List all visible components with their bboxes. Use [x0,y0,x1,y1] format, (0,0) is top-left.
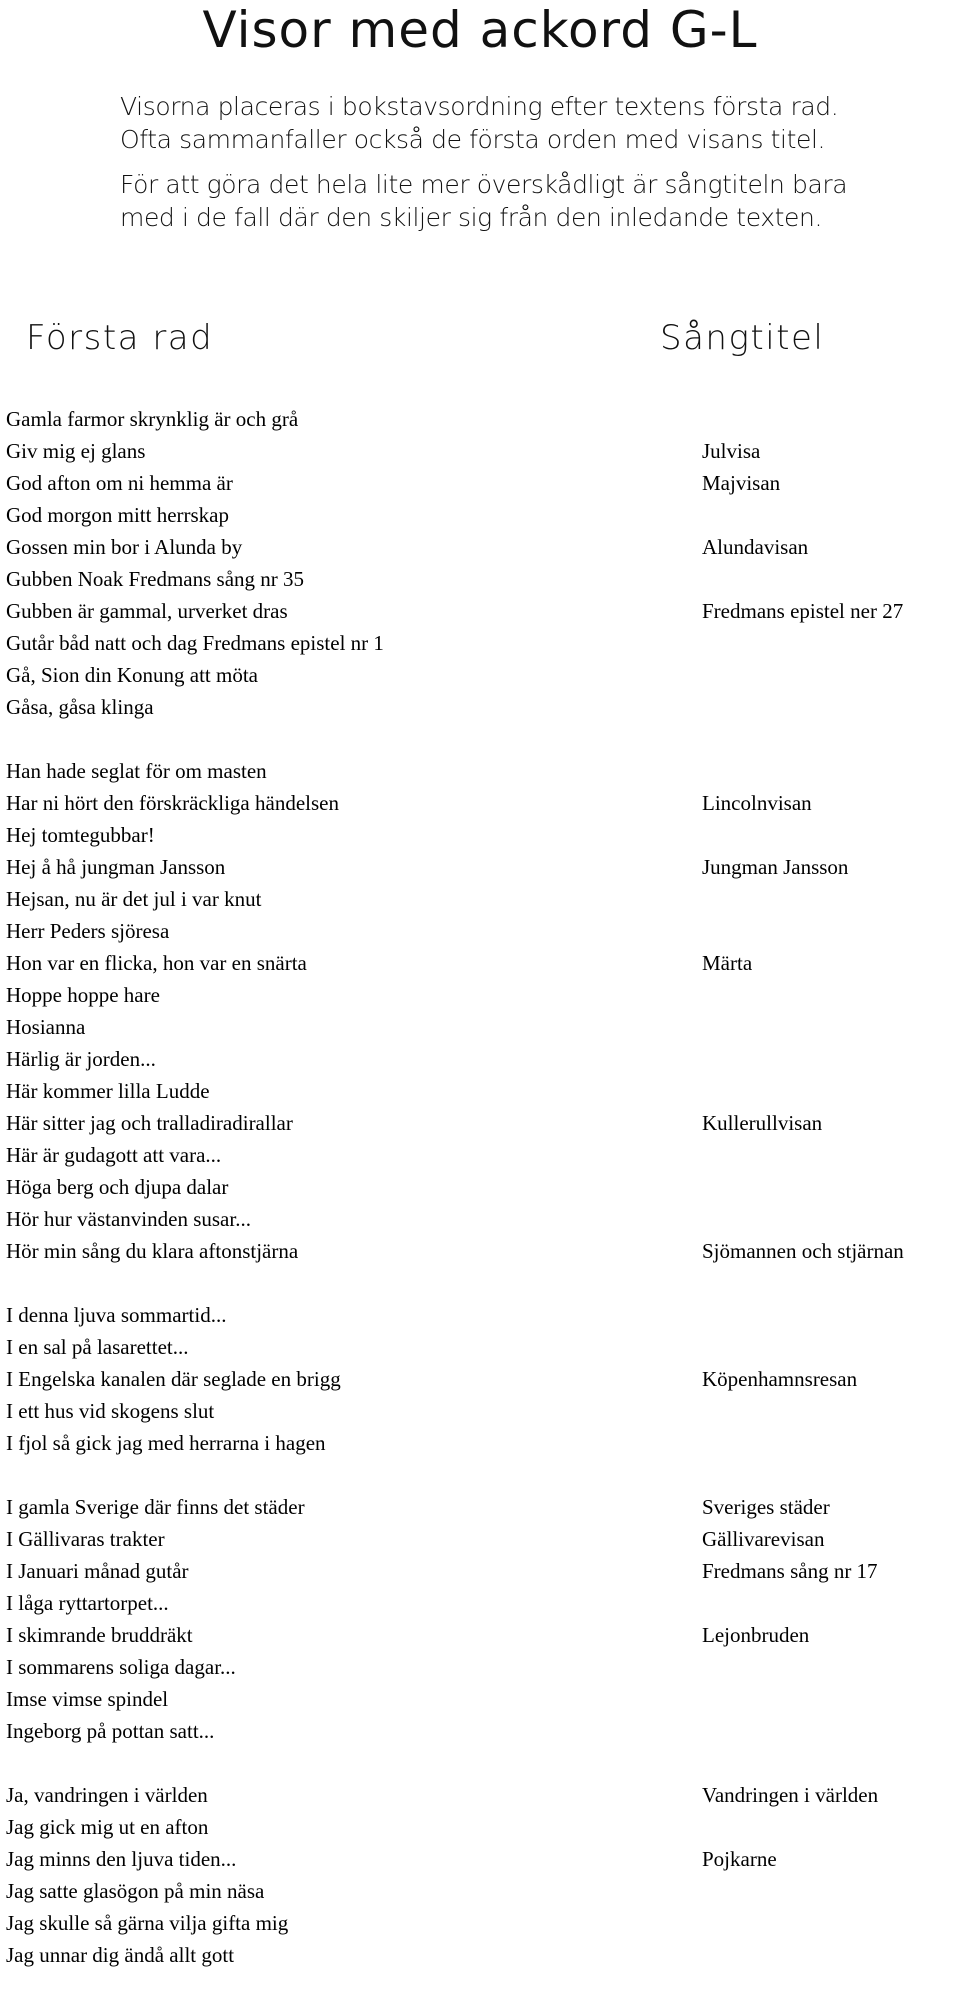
song-row [6,1683,956,1715]
song-row [6,979,956,1011]
song-row [6,595,956,627]
song-row [6,851,956,883]
song-row [6,947,956,979]
song-row [6,691,956,723]
song-first-line: Gå, Sion din Konung att möta [6,663,258,687]
song-title-header: Sångtitel [660,318,825,358]
song-first-line: I Engelska kanalen där seglade en brigg [6,1367,341,1391]
song-row [6,403,956,435]
song-title: Sveriges städer [702,1495,830,1519]
song-first-line: I denna ljuva sommartid... [6,1303,227,1327]
song-first-line: Gossen min bor i Alunda by [6,535,243,559]
song-group [6,1779,956,1971]
song-row [6,435,956,467]
song-row [6,1939,956,1971]
song-row [6,1427,956,1459]
song-row [6,1363,956,1395]
song-first-line: Ja, vandringen i världen [6,1783,208,1807]
song-first-line: Har ni hört den förskräckliga händelsen [6,791,339,815]
song-list [6,403,956,2003]
song-row [6,1875,956,1907]
song-row [6,1107,956,1139]
song-title: Vandringen i världen [702,1783,879,1807]
song-row [6,883,956,915]
intro-paragraph [120,168,940,234]
song-row [6,1075,956,1107]
song-first-line: Hej å hå jungman Jansson [6,855,226,879]
song-title: Majvisan [702,471,781,495]
song-row [6,1555,956,1587]
song-first-line: Hejsan, nu är det jul i var knut [6,887,262,911]
song-first-line: Här kommer lilla Ludde [6,1079,210,1103]
song-title: Pojkarne [702,1847,777,1871]
song-row [6,1811,956,1843]
song-row [6,659,956,691]
intro-line: med i de fall där den skiljer sig från den inledande texten. [120,203,823,232]
song-first-line: I låga ryttartorpet... [6,1591,169,1615]
song-first-line: Härlig är jorden... [6,1047,156,1071]
song-first-line: Gamla farmor skrynklig är och grå [6,407,299,431]
song-title: Alundavisan [702,535,809,559]
song-first-line: Imse vimse spindel [6,1687,169,1711]
song-row [6,915,956,947]
song-row [6,1011,956,1043]
song-row [6,1203,956,1235]
song-first-line: Gubben är gammal, urverket dras [6,599,288,623]
song-first-line: Giv mig ej glans [6,439,146,463]
song-row [6,563,956,595]
song-title: Kullerullvisan [702,1111,823,1135]
song-row [6,1715,956,1747]
song-row [6,627,956,659]
song-group [6,1491,956,1747]
intro-paragraph [120,90,940,156]
song-first-line: Hoppe hoppe hare [6,983,160,1007]
song-row [6,1299,956,1331]
song-first-line: Hosianna [6,1015,86,1039]
song-row [6,787,956,819]
song-first-line: Han hade seglat för om masten [6,759,267,783]
song-first-line: Hör hur västanvinden susar... [6,1207,251,1231]
song-first-line: Jag skulle så gärna vilja gifta mig [6,1911,289,1935]
song-title: Lejonbruden [702,1623,810,1647]
song-first-line: I Gällivaras trakter [6,1527,165,1551]
song-row [6,1779,956,1811]
song-row [6,819,956,851]
song-row [6,1523,956,1555]
song-first-line: Jag unnar dig ändå allt gott [6,1943,235,1967]
song-first-line: Jag satte glasögon på min näsa [6,1879,265,1903]
song-row [6,499,956,531]
song-row [6,1139,956,1171]
song-first-line: I ett hus vid skogens slut [6,1399,215,1423]
song-first-line: Hör min sång du klara aftonstjärna [6,1239,299,1263]
intro-text [120,90,940,246]
song-group [6,1299,956,1459]
song-first-line: I fjol så gick jag med herrarna i hagen [6,1431,326,1455]
song-title: Fredmans epistel ner 27 [702,599,904,623]
song-row [6,1331,956,1363]
song-first-line: I skimrande bruddräkt [6,1623,193,1647]
song-row [6,467,956,499]
song-first-line: Här är gudagott att vara... [6,1143,222,1167]
song-title: Fredmans sång nr 17 [702,1559,878,1583]
song-title: Sjömannen och stjärnan [702,1239,904,1263]
song-title: Gällivarevisan [702,1527,825,1551]
song-title: Julvisa [702,439,761,463]
song-first-line: Herr Peders sjöresa [6,919,170,943]
song-first-line: Hej tomtegubbar! [6,823,155,847]
song-first-line: I sommarens soliga dagar... [6,1655,236,1679]
song-row [6,1907,956,1939]
song-group [6,755,956,1267]
song-title: Lincolnvisan [702,791,812,815]
intro-line: För att göra det hela lite mer överskådligt är sångtiteln bara [120,170,848,199]
intro-line: Ofta sammanfaller också de första orden med visans titel. [120,125,826,154]
song-first-line: Gåsa, gåsa klinga [6,695,154,719]
song-first-line: I Januari månad gutår [6,1559,189,1583]
song-row [6,1171,956,1203]
song-row [6,1043,956,1075]
song-row [6,1843,956,1875]
song-first-line: Hon var en flicka, hon var en snärta [6,951,307,975]
song-title: Jungman Jansson [702,855,849,879]
song-first-line: Här sitter jag och tralladiradirallar [6,1111,293,1135]
song-title: Märta [702,951,753,975]
song-first-line: Jag gick mig ut en afton [6,1815,209,1839]
song-first-line: I en sal på lasarettet... [6,1335,189,1359]
song-title: Köpenhamnsresan [702,1367,858,1391]
song-row [6,1651,956,1683]
song-first-line: Ingeborg på pottan satt... [6,1719,215,1743]
first-line-header: Första rad [26,318,214,358]
intro-line: Visorna placeras i bokstavsordning efter textens första rad. [120,92,839,121]
page-title: Visor med ackord G-L [202,1,758,59]
song-first-line: Höga berg och djupa dalar [6,1175,229,1199]
song-row [6,755,956,787]
song-first-line: God morgon mitt herrskap [6,503,230,527]
song-first-line: Jag minns den ljuva tiden... [6,1847,237,1871]
song-row [6,531,956,563]
song-row [6,1587,956,1619]
song-row [6,1235,956,1267]
song-row [6,1619,956,1651]
song-first-line: Gutår båd natt och dag Fredmans epistel nr 1 [6,631,384,655]
song-row [6,1491,956,1523]
song-first-line: God afton om ni hemma är [6,471,233,495]
song-first-line: Gubben Noak Fredmans sång nr 35 [6,567,305,591]
song-first-line: I gamla Sverige där finns det städer [6,1495,305,1519]
song-row [6,1395,956,1427]
song-group [6,403,956,723]
